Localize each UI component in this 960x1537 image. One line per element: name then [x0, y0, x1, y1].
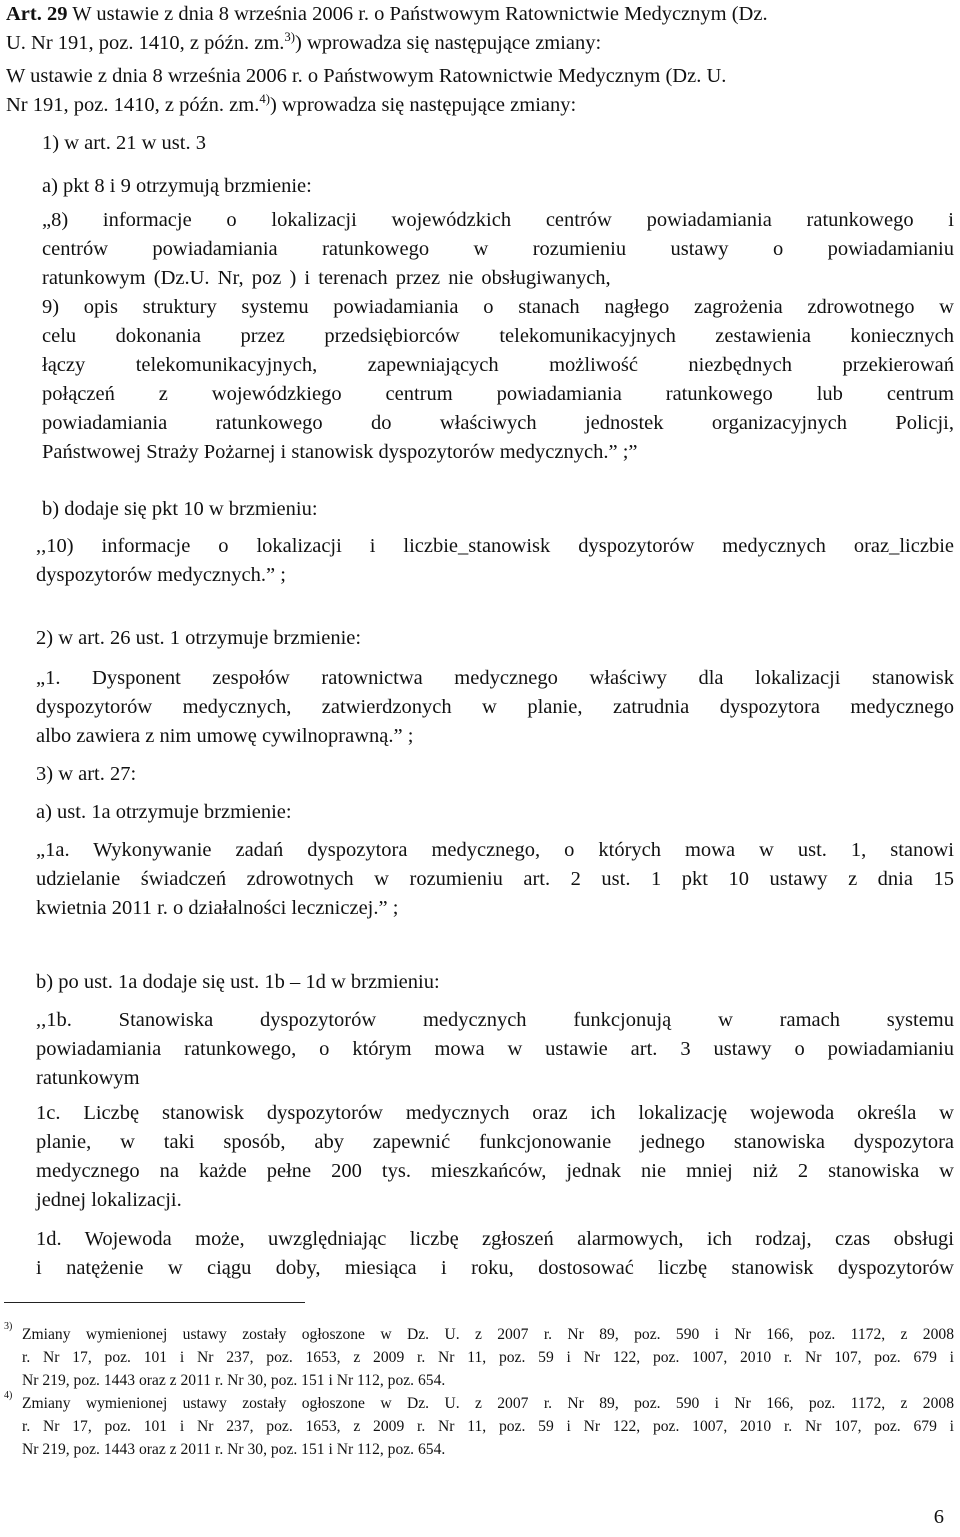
article-intro-citation: U. Nr 191, poz. 1410, z późn. zm. [6, 32, 285, 54]
footnote-4-line-2: r. Nr 17, poz. 101 i Nr 237, poz. 1653, z 2009 r. Nr 11, poz. 59 i Nr 122, poz. 1007, 2010 r. Nr 107, poz. 679 i [22, 1418, 954, 1435]
point-3-heading: 3) w art. 27: [36, 763, 137, 785]
article-intro-line-1 [6, 0, 768, 29]
ust1c-line-3: medycznego na każde pełne 200 tys. mieszkańców, jednak nie mniej niż 2 stanowiska w [36, 1160, 954, 1182]
ust1b-line-2: powiadamiania ratunkowego, o którym mowa w ustawie art. 3 ustawy o powiadamianiu [36, 1038, 954, 1060]
ust1a-line-1: „1a. Wykonywanie zadań dyspozytora medycznego, o których mowa w ust. 1, stanowi [36, 839, 954, 861]
ust1c-line-1: 1c. Liczbę stanowisk dyspozytorów medycznych oraz ich lokalizację wojewoda określa w [36, 1102, 954, 1124]
ust1d-line-1: 1d. Wojewoda może, uwzględniając liczbę zgłoszeń alarmowych, ich rodzaj, czas obsługi [36, 1228, 954, 1250]
footnote-3-line-2: r. Nr 17, poz. 101 i Nr 237, poz. 1653, z 2009 r. Nr 11, poz. 59 i Nr 122, poz. 1007, 2010 r. Nr 107, poz. 679 i [22, 1349, 954, 1366]
art26-line-1: „1. Dysponent zespołów ratownictwa medycznego właściwy dla lokalizacji stanowisk [36, 667, 954, 689]
article-label: Art. 29 [6, 3, 68, 25]
footnote-3-line-3: Nr 219, poz. 1443 oraz z 2011 r. Nr 30, poz. 151 i Nr 112, poz. 654. [22, 1372, 446, 1389]
point-3-sub-a: a) ust. 1a otrzymuje brzmienie: [36, 801, 292, 823]
p8-line-2: centrów powiadamiania ratunkowego w rozumieniu ustawy o powiadamianiu [42, 238, 954, 260]
article-intro-text: W ustawie z dnia 8 września 2006 r. o Państwowym Ratownictwie Medycznym (Dz. [67, 3, 768, 25]
article-repeat-line-2 [6, 91, 576, 120]
p9-line-2: celu dokonania przez przedsiębiorców telekomunikacyjnych zestawienia koniecznych [42, 325, 954, 347]
footnote-4-line-3: Nr 219, poz. 1443 oraz z 2011 r. Nr 30, poz. 151 i Nr 112, poz. 654. [22, 1441, 446, 1458]
p10-line-1: ,,10) informacje o lokalizacji i liczbie_stanowisk dyspozytorów medycznych oraz_liczbie [36, 535, 954, 557]
ust1d-line-2: i natężenie w ciągu doby, miesiąca i roku, dostosować liczbę stanowisk dyspozytorów [36, 1257, 954, 1279]
footnote-4-line-1: Zmiany wymienionej ustawy zostały ogłoszone w Dz. U. z 2007 r. Nr 89, poz. 590 i Nr 166, poz. 1172, z 2008 [22, 1395, 954, 1412]
ust1b-line-3: ratunkowym [36, 1067, 140, 1089]
footnote-separator [4, 1302, 305, 1303]
p9-line-4: połączeń z wojewódzkiego centrum powiadamiania ratunkowego lub centrum [42, 383, 954, 405]
ust1c-line-4: jednej lokalizacji. [36, 1189, 182, 1211]
article-intro-end: ) wprowadza się następujące zmiany: [295, 32, 602, 54]
article-repeat-citation: Nr 191, poz. 1410, z późn. zm. [6, 94, 260, 116]
point-2-heading: 2) w art. 26 ust. 1 otrzymuje brzmienie: [36, 627, 362, 649]
p9-line-3: łączy telekomunikacyjnych, zapewniających możliwość niezbędnych przekierowań [42, 354, 954, 376]
p9-line-6: Państwowej Straży Pożarnej i stanowisk dyspozytorów medycznych.” ;” [42, 441, 638, 463]
footnote-3-mark: 3) [4, 1321, 13, 1332]
footnote-ref-4[interactable]: 4) [259, 92, 270, 107]
footnote-ref-3[interactable]: 3) [284, 30, 295, 45]
point-1-sub-a: a) pkt 8 i 9 otrzymują brzmienie: [42, 175, 312, 197]
ust1b-line-1: ,,1b. Stanowiska dyspozytorów medycznych funkcjonują w ramach systemu [36, 1009, 954, 1031]
p8-line-3: ratunkowym (Dz.U. Nr, poz ) i terenach przez nie obsługiwanych, [42, 267, 611, 289]
p10-line-2: dyspozytorów medycznych.” ; [36, 564, 286, 586]
ust1a-line-2: udzielanie świadczeń zdrowotnych w rozumieniu art. 2 ust. 1 pkt 10 ustawy z dnia 15 [36, 868, 954, 890]
art26-line-3: albo zawiera z nim umowę cywilnoprawną.” ; [36, 725, 414, 747]
footnote-4-mark: 4) [4, 1390, 13, 1401]
p8-line-1: „8) informacje o lokalizacji wojewódzkich centrów powiadamiania ratunkowego i [42, 209, 954, 231]
ust1c-line-2: planie, w taki sposób, aby zapewnić funkcjonowanie jednego stanowiska dyspozytora [36, 1131, 954, 1153]
art26-line-2: dyspozytorów medycznych, zatwierdzonych w planie, zatrudnia dyspozytora medycznego [36, 696, 954, 718]
footnote-3-line-1: Zmiany wymienionej ustawy zostały ogłoszone w Dz. U. z 2007 r. Nr 89, poz. 590 i Nr 166, poz. 1172, z 2008 [22, 1326, 954, 1343]
article-intro-line-2 [6, 29, 601, 58]
ust1a-line-3: kwietnia 2011 r. o działalności leczniczej.” ; [36, 897, 399, 919]
article-repeat-line-1: W ustawie z dnia 8 września 2006 r. o Państwowym Ratownictwie Medycznym (Dz. U. [6, 65, 727, 87]
point-1-sub-b: b) dodaje się pkt 10 w brzmieniu: [42, 498, 318, 520]
point-3-sub-b: b) po ust. 1a dodaje się ust. 1b – 1d w brzmieniu: [36, 971, 440, 993]
p9-line-5: powiadamiania ratunkowego do właściwych jednostek organizacyjnych Policji, [42, 412, 954, 434]
page-number: 6 [933, 1506, 944, 1528]
point-1-heading: 1) w art. 21 w ust. 3 [42, 132, 206, 154]
article-repeat-end: ) wprowadza się następujące zmiany: [269, 94, 577, 116]
p9-line-1: 9) opis struktury systemu powiadamiania o stanach nagłego zagrożenia zdrowotnego w [42, 296, 954, 318]
